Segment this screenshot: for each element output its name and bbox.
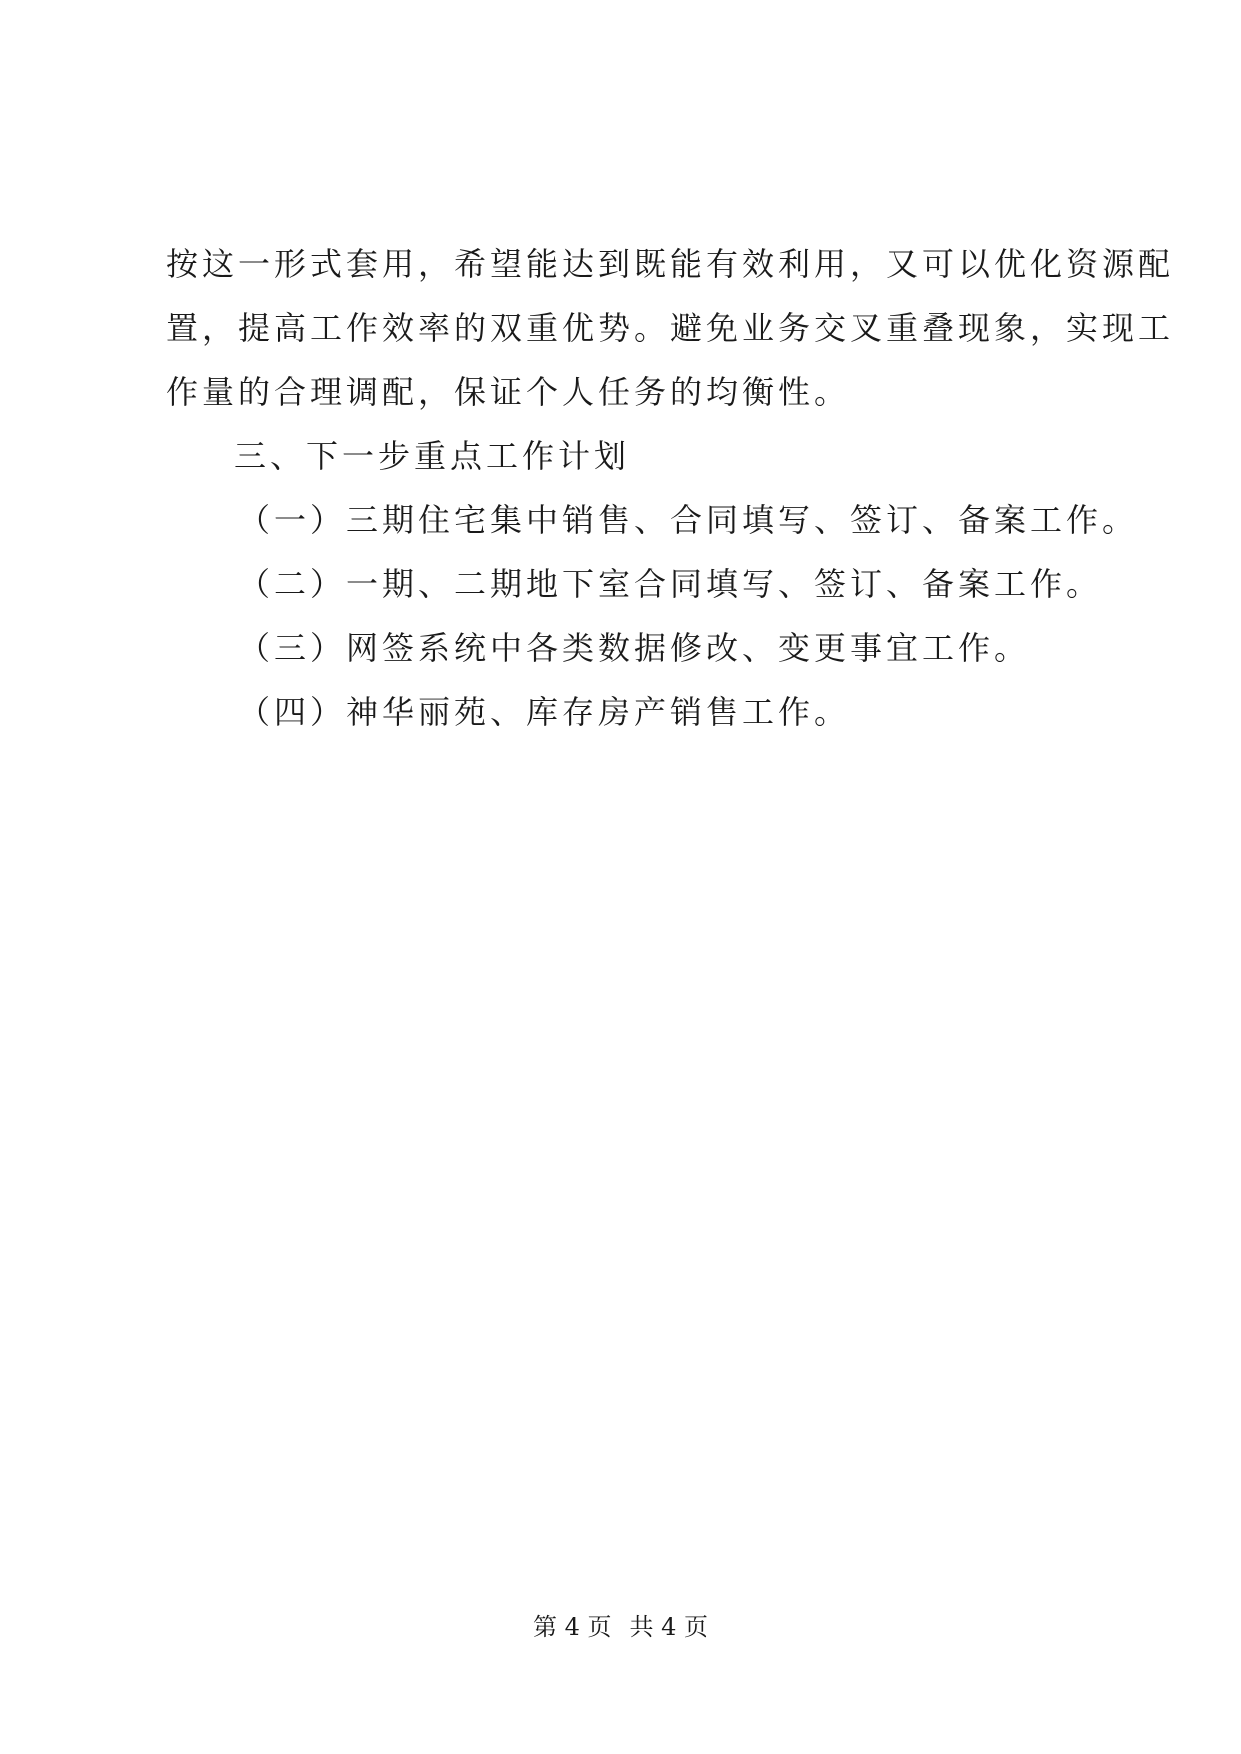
plan-item-3: （三）网签系统中各类数据修改、变更事宜工作。: [238, 629, 1031, 667]
page-total: 共 4 页: [629, 1613, 709, 1641]
document-body: [166, 232, 1175, 744]
page-number: 第 4 页: [532, 1613, 612, 1641]
page-footer: [0, 1612, 1241, 1642]
paragraph-line-2: 置，提高工作效率的双重优势。避免业务交叉重叠现象，实现工: [166, 309, 1175, 347]
section-heading: 三、下一步重点工作计划: [234, 437, 631, 475]
paragraph-line-3: 作量的合理调配，保证个人任务的均衡性。: [166, 373, 851, 411]
plan-item-4: （四）神华丽苑、库存房产销售工作。: [238, 693, 851, 731]
plan-item-2: （二）一期、二期地下室合同填写、签订、备案工作。: [238, 565, 1103, 603]
paragraph-line-1: 按这一形式套用，希望能达到既能有效利用，又可以优化资源配: [166, 245, 1175, 283]
plan-item-1: （一）三期住宅集中销售、合同填写、签订、备案工作。: [238, 501, 1139, 539]
